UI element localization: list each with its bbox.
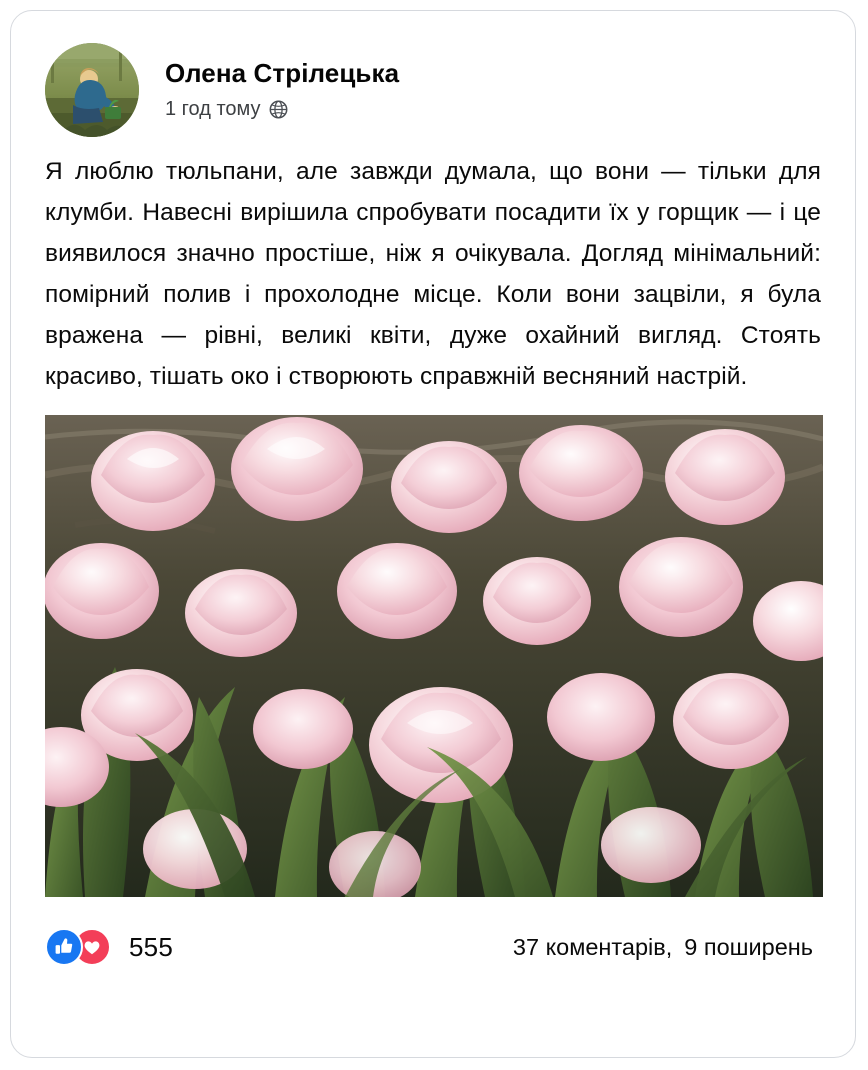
post-header xyxy=(11,11,855,129)
post-author-block xyxy=(165,59,399,121)
post-card xyxy=(10,10,856,1058)
post-meta xyxy=(165,98,399,121)
reaction-icons xyxy=(45,928,111,966)
post-photo[interactable] xyxy=(45,415,823,897)
post-counts xyxy=(513,934,821,961)
author-name[interactable]: Олена Стрілецька xyxy=(165,58,400,89)
post-text: Я люблю тюльпани, але завжди думала, що вони — тільки для клумби. Навесні вирішила спробувати посадити їх у горщик — і це виявилося значно простіше, ніж я очікувала. Догляд мінімальний: помірний полив і прохолодне місце. Коли вони зацвіли, я була вражена — рівні, великі квіти, дуже охайний вигляд. Стоять красиво, тішать око і створюють справжній весняний настрій. xyxy=(45,158,821,390)
avatar[interactable] xyxy=(45,43,139,137)
shares-count[interactable]: 9 поширень xyxy=(684,933,813,960)
thumbs-up-icon xyxy=(45,928,83,966)
post-footer xyxy=(45,915,821,979)
globe-icon xyxy=(269,100,288,119)
post-timestamp[interactable]: 1 год тому xyxy=(165,97,261,120)
reaction-count: 555 xyxy=(129,931,173,962)
comments-count[interactable]: 37 коментарів, xyxy=(512,933,673,960)
reactions-summary[interactable] xyxy=(45,928,173,966)
